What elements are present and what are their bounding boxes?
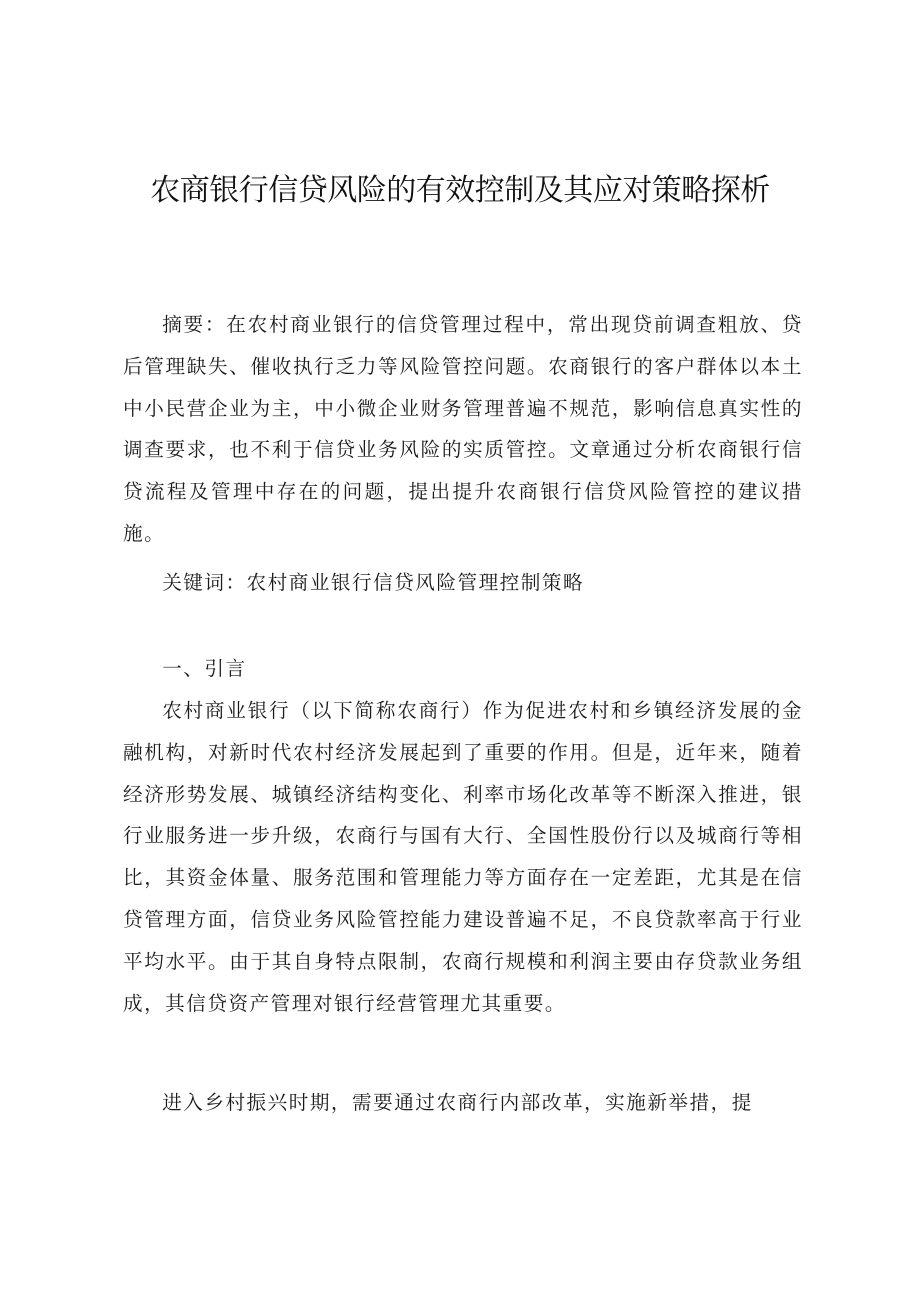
section-heading: 一、引言 (162, 657, 247, 680)
body-paragraph: 农村商业银行（以下简称农商行）作为促进农村和乡镇经济发展的金融机构，对新时代农村经济发展起到了重要的作用。但是，近年来，随着经济形势发展、城镇经济结构变化、利率市场化改革等不断深入推进，银行业服务进一步升级，农商行与国有大行、全国性股份行以及城商行等相比，其资金体量、服务范围和管理能力等方面存在一定差距，尤其是在信贷管理方面，信贷业务风险管控能力建设普遍不足，不良贷款率高于行业平均水平。由于其自身特点限制，农商行规模和利润主要由存贷款业务组成，其信贷资产管理对银行经营管理尤其重要。 (123, 699, 803, 1015)
keywords-line: 关键词：农村商业银行信贷风险管理控制策略 (162, 571, 585, 594)
document-title: 农商银行信贷风险的有效控制及其应对策略探析 (150, 173, 770, 208)
abstract-paragraph: 摘要：在农村商业银行的信贷管理过程中，常出现贷前调查粗放、贷后管理缺失、催收执行乏力等风险管控问题。农商银行的客户群体以本土中小民营企业为主，中小微企业财务管理普遍不规范，影响信息真实性的调查要求，也不利于信贷业务风险的实质管控。文章通过分析农商银行信贷流程及管理中存在的问题，提出提升农商银行信贷风险管控的建议措施。 (123, 313, 803, 545)
body-paragraph: 进入乡村振兴时期，需要通过农商行内部改革，实施新举措，提 (162, 1091, 753, 1114)
